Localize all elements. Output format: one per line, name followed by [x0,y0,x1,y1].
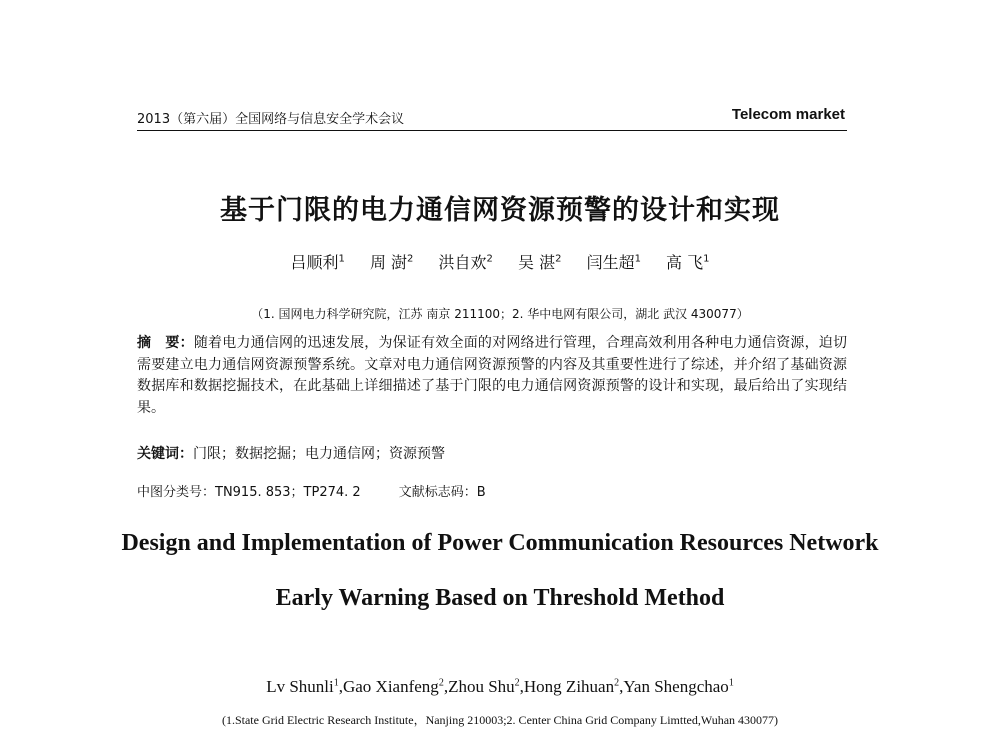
chinese-authors [0,250,1000,273]
author-en: Zhou Shu$^2$ [448,677,520,696]
keywords-text: 门限；数据挖掘；电力通信网；资源预警 [193,446,445,462]
clc-number: 中图分类号：TN915. 853；TP274. 2 [137,485,361,500]
english-authors: Lv Shunli$^1$,Gao Xianfeng$^2$,Zhou Shu$^2$,Hong Zihuan$^2$,Yan Shengchao$^1$ [266,677,734,696]
keywords [137,443,847,463]
author-cn: 周 澍$^2$ [369,253,414,272]
classification-row [137,481,847,500]
english-affiliation: (1.State Grid Electric Research Institute，Nanjing 210003;2. Center China Grid Company Limtted,Wuhan 430077) [221,713,779,727]
keywords-label: 关键词： [137,446,193,462]
abstract-text: 随着电力通信网的迅速发展，为保证有效全面的对网络进行管理，合理高效利用各种电力通信资源，迫切需要建立电力通信网资源预警系统。文章对电力通信网资源预警的内容及其重要性进行了综述，并介绍了基础资源数据库和数据挖掘技术，在此基础上详细描述了基于门限的电力通信网资源预警的设计和实现，最后给出了实现结果。 [137,335,848,416]
author-cn: 吕顺利$^1$ [290,253,345,272]
author-cn: 闫生超$^1$ [586,253,641,272]
english-title: Design and Implementation of Power Communication Resources Network Early Warning Based on Threshold Method [121,530,879,611]
running-header [137,106,847,131]
chinese-affiliation: （1. 国网电力科学研究院，江苏 南京 211100；2. 华中电网有限公司，湖北 武汉 430077） [251,307,749,321]
abstract-label: 摘 要： [137,335,194,351]
author-en: Gao Xianfeng$^2$ [342,677,444,696]
abstract [137,333,847,419]
author-cn: 洪自欢$^2$ [438,253,493,272]
document-code: 文献标志码：B [398,485,486,500]
author-en: Lv Shunli$^1$ [266,677,339,696]
author-en: Hong Zihuan$^2$ [523,677,620,696]
journal-name: Telecom market [731,106,845,123]
author-cn: 高 飞$^1$ [666,253,710,272]
author-cn: 吴 湛$^2$ [518,253,562,272]
chinese-title: 基于门限的电力通信网资源预警的设计和实现 [220,195,780,226]
author-en: Yan Shengchao$^1$ [623,677,734,696]
conference-name: 2013（第六届）全国网络与信息安全学术会议 [137,112,405,127]
